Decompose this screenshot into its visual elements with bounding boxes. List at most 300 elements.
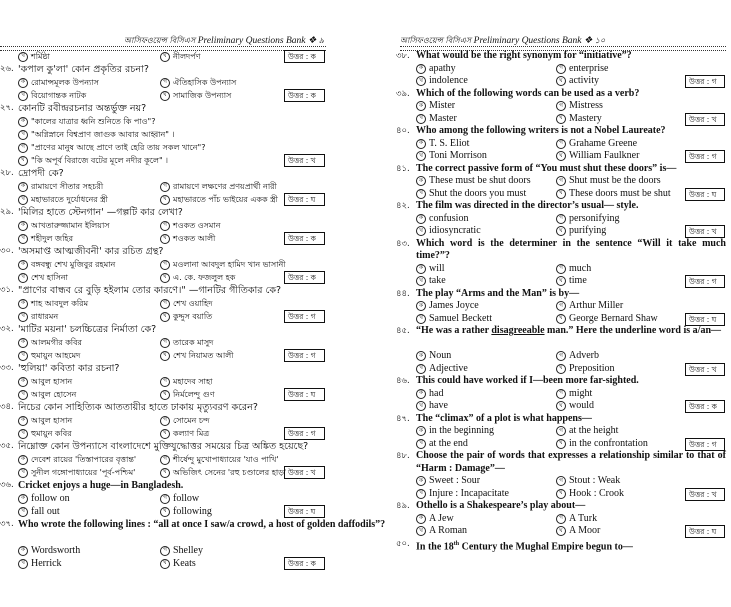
- question-block: [396, 538, 726, 551]
- option-label-circle: খ: [18, 273, 28, 283]
- option-row: [0, 375, 326, 388]
- answer-prefix: উত্তর :: [689, 189, 712, 199]
- answer-box: [284, 89, 325, 102]
- option-label-circle: ক: [416, 476, 426, 486]
- answer-value: খ: [711, 227, 717, 236]
- question-block: [0, 245, 326, 284]
- option-text: কল্যাণ মিত্র: [173, 429, 210, 438]
- answer-option: [18, 349, 80, 362]
- header-title: Preliminary Questions Bank: [197, 36, 306, 46]
- option-row: [396, 275, 726, 288]
- question-number: ৪০.: [396, 126, 410, 136]
- answer-option: [416, 275, 446, 288]
- question-row: [0, 284, 326, 297]
- answer-option: [160, 453, 279, 466]
- answer-prefix: উত্তর :: [689, 277, 712, 286]
- answer-option: [556, 400, 594, 413]
- diamond-icon: ❖: [307, 36, 317, 46]
- answer-box: [685, 150, 725, 163]
- option-label-circle: গ: [556, 214, 566, 224]
- answer-box: [685, 225, 725, 238]
- option-label-circle: গ: [556, 514, 566, 524]
- option-label-circle: ক: [416, 176, 426, 186]
- option-text: T. S. Eliot: [429, 137, 470, 149]
- question-text: [416, 325, 726, 338]
- option-text: much: [569, 262, 592, 274]
- question-text: Cricket enjoys a huge—in Bangladesh.: [18, 480, 184, 491]
- option-label-circle: গ: [160, 338, 170, 348]
- option-label-circle: খ: [416, 189, 426, 199]
- option-label-circle: খ: [18, 390, 28, 400]
- option-label-circle: খ: [18, 52, 28, 62]
- option-text: would: [569, 400, 594, 411]
- underlined-word: disagreeable: [491, 325, 545, 336]
- answer-option: [556, 225, 606, 238]
- option-text: Shut must be the doors: [569, 175, 661, 186]
- question-row: [0, 63, 326, 76]
- answer-box: [284, 193, 325, 206]
- answer-option: [416, 188, 526, 201]
- answer-option: [160, 414, 210, 427]
- option-label-circle: গ: [556, 389, 566, 399]
- option-label-circle: খ: [416, 489, 426, 499]
- answer-value: গ: [310, 312, 316, 321]
- question-number: ৩৯.: [396, 88, 410, 99]
- answer-option: [160, 180, 277, 193]
- option-label-circle: গ: [160, 221, 170, 231]
- option-label-circle: গ: [18, 143, 28, 153]
- question-text: কোনটি রবীন্দ্ররচনার অন্তর্ভুক্ত নয়?: [18, 103, 147, 114]
- option-label-circle: গ: [556, 64, 566, 74]
- option-label-circle: ক: [416, 101, 426, 111]
- answer-value: খ: [711, 489, 717, 499]
- question-row: [396, 200, 726, 213]
- answer-option: [556, 313, 658, 326]
- option-label-circle: ক: [18, 260, 28, 270]
- question-number: ৩৫.: [0, 441, 14, 451]
- answer-option: [556, 263, 591, 276]
- answer-option: [160, 375, 213, 388]
- option-label-circle: ঘ: [160, 52, 170, 62]
- option-row: [0, 193, 326, 206]
- question-row: [0, 102, 326, 115]
- option-text: শওকত আলী: [173, 234, 216, 243]
- option-label-circle: গ: [556, 176, 566, 186]
- answer-value: ঘ: [711, 189, 717, 199]
- answer-prefix: উত্তর :: [689, 227, 712, 236]
- option-label-circle: ক: [18, 78, 28, 88]
- page-number: ১০: [594, 36, 606, 45]
- answer-box: [284, 557, 325, 570]
- option-label-circle: ক: [416, 351, 426, 361]
- answer-value: খ: [711, 114, 717, 124]
- option-label-circle: গ: [160, 455, 170, 465]
- question-row: [396, 413, 726, 426]
- question-block: [0, 50, 326, 63]
- option-row: [396, 513, 726, 526]
- answer-value: ঘ: [711, 527, 717, 536]
- question-row: [396, 88, 726, 101]
- option-label-circle: ক: [18, 117, 28, 127]
- option-label-circle: ক: [416, 301, 426, 311]
- answer-option: [18, 310, 58, 323]
- answer-box: [685, 525, 725, 538]
- option-text: A Moor: [569, 525, 601, 536]
- option-text: Samuel Beckett: [429, 312, 493, 324]
- answer-option: [18, 492, 70, 505]
- option-label-circle: ক: [18, 182, 28, 192]
- answer-prefix: উত্তর :: [689, 314, 712, 324]
- question-row: [0, 362, 326, 375]
- option-text: Injure : Incapacitate: [429, 487, 509, 499]
- question-number: ৩১.: [0, 285, 14, 295]
- option-label-circle: গ: [160, 299, 170, 309]
- answer-value: ঘ: [310, 195, 316, 204]
- answer-option: [18, 128, 174, 141]
- option-text: সুনীল গঙ্গোপাধ্যায়ের 'পূর্ব-পশ্চিম': [31, 468, 136, 477]
- question-row: [0, 440, 326, 453]
- answer-option: [18, 375, 72, 388]
- question-number: ৩৪.: [0, 402, 14, 412]
- option-row: [0, 76, 326, 89]
- question-text: "প্রাণের বান্ধব রে বুড়ি হইলাম তোর কারণে।" —গানটির গীতিকার কে?: [18, 285, 282, 296]
- question-number: ৪৮.: [396, 451, 410, 461]
- option-row: [396, 488, 726, 501]
- option-label-circle: খ: [18, 351, 28, 361]
- answer-option: [556, 213, 620, 226]
- option-text: শেখ হাসিনা: [31, 273, 68, 282]
- answer-value: গ: [711, 77, 717, 86]
- option-label-circle: গ: [160, 78, 170, 88]
- question-text-part: In the 18: [416, 540, 454, 552]
- question-text: 'হুলিয়া' কবিতা কার রচনা?: [18, 363, 120, 374]
- answer-option: [160, 310, 212, 323]
- answer-box: [284, 50, 325, 63]
- answer-option: [556, 188, 671, 201]
- question-text-part: “He was a rather: [416, 325, 492, 336]
- answer-prefix: উত্তর :: [288, 468, 311, 477]
- option-text: আলমগীর কবির: [31, 338, 82, 347]
- option-text: apathy: [429, 62, 456, 74]
- option-row: [0, 232, 326, 245]
- answer-option: [160, 557, 196, 570]
- option-row: [396, 138, 726, 151]
- answer-prefix: উত্তর :: [689, 439, 712, 449]
- answer-prefix: উত্তর :: [689, 527, 712, 536]
- option-text: শহীদুল জহির: [31, 234, 73, 243]
- option-label-circle: ঘ: [160, 273, 170, 283]
- answer-option: [160, 89, 231, 102]
- answer-option: [556, 175, 661, 188]
- option-row: [0, 505, 326, 518]
- option-text: নির্মলেন্দু গুণ: [173, 390, 215, 399]
- option-label-circle: ঘ: [556, 526, 566, 536]
- answer-box: [685, 75, 725, 88]
- question-block: [0, 167, 326, 206]
- option-text: "কি অপূর্ব বিরাজে বটের মূলে নদীর কূলে" ।: [31, 156, 169, 165]
- question-number: ২৮.: [0, 168, 14, 178]
- question-number: ২৭.: [0, 103, 14, 113]
- answer-prefix: উত্তর :: [689, 402, 712, 411]
- answer-option: [556, 513, 597, 526]
- option-label-circle: ঘ: [160, 468, 170, 478]
- option-row: [0, 349, 326, 362]
- option-label-circle: খ: [416, 151, 426, 161]
- option-label-circle: গ: [160, 494, 170, 504]
- option-text: Mister: [429, 100, 456, 111]
- option-text: Noun: [429, 350, 452, 361]
- option-row: [396, 425, 726, 438]
- answer-option: [416, 300, 479, 313]
- answer-option: [416, 513, 454, 526]
- question-text: Which word is the determiner in the sentence “Will it take much time?”?: [416, 237, 726, 261]
- option-text: George Bernard Shaw: [569, 312, 658, 324]
- answer-option: [160, 544, 203, 557]
- option-row: [0, 258, 326, 271]
- question-text: নিম্নোক্ত কোন উপন্যাসে বাংলাদেশে মুক্তিযুদ্ধোত্তর সময়ের চিত্র অঙ্কিত হয়েছে?: [18, 441, 309, 452]
- question-text: দ্রোপদী কে?: [18, 168, 64, 179]
- answer-box: [284, 505, 325, 518]
- option-row: [396, 213, 726, 226]
- answer-option: [416, 363, 468, 376]
- answer-prefix: উত্তর :: [288, 351, 311, 360]
- answer-option: [160, 492, 199, 505]
- answer-option: [160, 76, 236, 89]
- option-text: follow: [173, 493, 200, 504]
- option-text: দেবেশ রায়ের 'তিস্তাপারের বৃত্তান্ত': [31, 455, 137, 464]
- question-block: [0, 518, 386, 570]
- option-text: তারেক মাসুদ: [173, 338, 214, 347]
- question-row: [396, 288, 726, 301]
- question-text: [416, 538, 726, 554]
- option-text: William Faulkner: [569, 150, 640, 161]
- option-text: ঐতিহাসিক উপন্যাস: [173, 78, 237, 87]
- answer-option: [18, 427, 72, 440]
- option-text: হুমায়ুন আহমেদ: [31, 351, 81, 360]
- option-text: at the height: [569, 425, 619, 436]
- option-label-circle: ক: [18, 546, 28, 556]
- answer-option: [556, 100, 603, 113]
- option-label-circle: খ: [18, 429, 28, 439]
- option-row: [0, 297, 326, 310]
- option-text: purifying: [569, 225, 607, 236]
- option-text: আবুল হাসান: [31, 377, 73, 386]
- option-label-circle: ঘ: [556, 364, 566, 374]
- answer-option: [556, 138, 637, 151]
- answer-box: [685, 400, 725, 413]
- option-row: [396, 438, 726, 451]
- question-block: [0, 284, 326, 323]
- answer-option: [18, 271, 68, 284]
- question-row: [0, 245, 326, 258]
- option-label-circle: ঘ: [160, 234, 170, 244]
- question-row: [396, 238, 726, 263]
- answer-prefix: উত্তর :: [288, 195, 311, 204]
- option-text: in the confrontation: [569, 437, 648, 449]
- option-row: [396, 175, 726, 188]
- option-text: Keats: [173, 558, 196, 569]
- answer-value: গ: [711, 277, 717, 286]
- answer-option: [160, 505, 212, 518]
- option-label-circle: ক: [18, 221, 28, 231]
- option-text: Shelley: [173, 545, 203, 556]
- option-text: Sweet : Sour: [429, 475, 481, 486]
- option-label-circle: খ: [18, 130, 28, 140]
- option-text: had: [429, 387, 444, 399]
- option-label-circle: গ: [160, 546, 170, 556]
- question-block: [396, 163, 726, 201]
- answer-value: ক: [310, 273, 316, 282]
- option-text: Adjective: [429, 362, 468, 374]
- option-text: নীলদর্পণ: [173, 52, 201, 61]
- question-row: [396, 375, 726, 388]
- option-label-circle: খ: [18, 312, 28, 322]
- option-row: [0, 453, 326, 466]
- question-text: Choose the pair of words that expresses a relationship similar to that of “Harm : Damage”—: [416, 450, 726, 474]
- question-row: [396, 500, 726, 513]
- answer-option: [416, 225, 481, 238]
- option-text: রাধারমন: [31, 312, 59, 321]
- question-row: [0, 323, 326, 336]
- option-row: [396, 363, 726, 376]
- answer-option: [416, 175, 531, 188]
- option-label-circle: ঘ: [556, 276, 566, 286]
- answer-option: [18, 76, 99, 89]
- answer-option: [416, 425, 494, 438]
- answer-prefix: উত্তর :: [689, 152, 712, 161]
- option-label-circle: ক: [18, 416, 28, 426]
- question-block: [396, 200, 726, 238]
- question-block: [396, 88, 726, 126]
- superscript: th: [453, 540, 460, 547]
- option-text: সোমেন চন্দ: [173, 416, 210, 425]
- question-block: [0, 206, 326, 245]
- answer-option: [160, 466, 286, 479]
- option-row: [0, 388, 326, 401]
- option-text: Stout : Weak: [569, 475, 621, 486]
- option-text: A Turk: [569, 512, 598, 524]
- question-text: The film was directed in the director’s usual— style.: [416, 200, 639, 211]
- answer-option: [18, 336, 82, 349]
- option-text: শেখ নিয়ামত আলী: [173, 351, 234, 360]
- answer-option: [556, 63, 608, 76]
- option-label-circle: ঘ: [160, 559, 170, 569]
- question-block: [396, 125, 726, 163]
- question-number: ৩৬.: [0, 480, 14, 490]
- option-text: A Jew: [429, 512, 454, 524]
- option-text: আবুল হাসান: [31, 416, 73, 425]
- option-text: এ. কে. ফজলুল হক: [173, 273, 236, 282]
- option-row: [396, 388, 726, 401]
- answer-option: [18, 232, 73, 245]
- answer-prefix: উত্তর :: [689, 364, 712, 374]
- answer-option: [18, 154, 168, 167]
- option-text: at the end: [429, 437, 468, 449]
- answer-value: ঘ: [711, 314, 717, 324]
- option-row: [396, 475, 726, 488]
- answer-value: ক: [310, 91, 316, 100]
- option-row: [396, 75, 726, 88]
- option-text: রামায়ণে লক্ষণের প্রণয়প্রার্থী নারী: [173, 182, 277, 191]
- option-text: fall out: [31, 506, 60, 517]
- option-text: মওলানা আবদুল হামিদ খান ভাসানী: [173, 260, 286, 269]
- answer-option: [416, 75, 468, 88]
- answer-option: [160, 219, 220, 232]
- question-text: The play “Arms and the Man” is by—: [416, 287, 580, 299]
- option-row: [0, 115, 326, 128]
- question-list: [396, 50, 726, 550]
- answer-option: [416, 488, 509, 501]
- answer-prefix: উত্তর :: [288, 273, 311, 282]
- option-row: [0, 50, 326, 63]
- option-text: রোমান্সমূলক উপন্যাস: [31, 78, 99, 87]
- answer-option: [18, 414, 72, 427]
- option-row: [396, 300, 726, 313]
- answer-value: গ: [711, 152, 717, 161]
- option-row: [0, 180, 326, 193]
- answer-option: [556, 363, 615, 376]
- option-label-circle: গ: [556, 139, 566, 149]
- option-text: in the beginning: [429, 425, 494, 436]
- option-text: রামায়ণে সীতার সহচরী: [31, 182, 104, 191]
- answer-option: [18, 557, 62, 570]
- option-text: Grahame Greene: [569, 137, 638, 149]
- answer-option: [416, 388, 443, 401]
- answer-box: [284, 349, 325, 362]
- answer-prefix: উত্তর :: [288, 312, 311, 321]
- option-text: সামাজিক উপন্যাস: [173, 91, 232, 100]
- question-number: ৪৪.: [396, 288, 410, 299]
- answer-option: [556, 75, 599, 88]
- answer-option: [416, 400, 448, 413]
- option-label-circle: গ: [556, 101, 566, 111]
- answer-box: [284, 154, 325, 167]
- option-label-circle: খ: [18, 91, 28, 101]
- option-row: [0, 466, 326, 479]
- question-text: 'কপাল কু'লা' কোন প্রকৃতির রচনা?: [18, 64, 149, 75]
- answer-prefix: উত্তর :: [689, 77, 712, 86]
- question-text: What would be the right synonym for “initiative”?: [416, 50, 632, 61]
- option-label-circle: খ: [416, 114, 426, 124]
- question-row: [396, 163, 726, 176]
- question-block: [396, 413, 726, 451]
- option-row: [0, 128, 326, 141]
- answer-box: [685, 313, 725, 326]
- option-label-circle: খ: [416, 276, 426, 286]
- option-label-circle: খ: [18, 234, 28, 244]
- question-block: [396, 500, 726, 538]
- option-label-circle: ক: [18, 299, 28, 309]
- question-text: 'মাটির ময়না' চলচ্চিত্রের নির্মাতা কে?: [18, 324, 157, 335]
- question-row: [0, 518, 386, 544]
- option-text: take: [429, 275, 446, 286]
- question-row: [0, 167, 326, 180]
- option-text: শর্মিষ্ঠা: [31, 52, 50, 61]
- option-text: Adverb: [569, 350, 599, 361]
- option-label-circle: ক: [18, 338, 28, 348]
- option-text: A Roman: [429, 525, 468, 536]
- question-number: ৩৮.: [396, 51, 410, 61]
- question-row: [0, 401, 326, 414]
- question-row: [396, 125, 726, 138]
- question-number: ৩২.: [0, 324, 14, 334]
- question-number: ৪৩.: [396, 238, 410, 249]
- answer-value: ক: [310, 234, 316, 243]
- answer-option: [556, 475, 620, 488]
- option-label-circle: ক: [416, 64, 426, 74]
- option-text: might: [569, 387, 593, 399]
- question-number: ৪৫.: [396, 326, 410, 336]
